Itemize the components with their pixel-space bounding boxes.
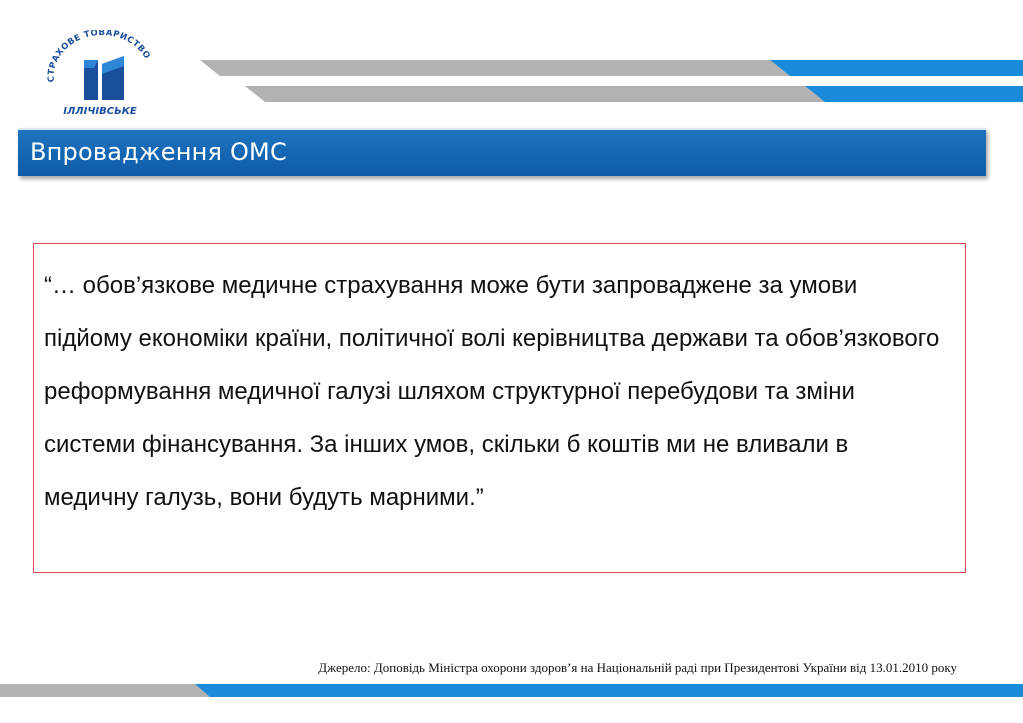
footer-gray-stripe [0,684,210,697]
blue-stripe-bottom [805,86,1023,102]
company-logo [40,30,160,122]
svg-text:СТРАХОВЕ ТОВАРИСТВО [47,30,152,82]
source-citation: Джерело: Доповідь Міністра охорони здоров’я на Національній раді при Президентові України від 13.01.2010 року [318,660,957,675]
gray-stripe-bottom [245,86,825,102]
page-title: Впровадження ОМС [30,138,287,166]
title-bar [18,128,986,176]
logo-emblem [84,56,124,100]
gray-stripe-top [200,60,790,76]
footer-blue-stripe [195,684,1023,697]
logo-name: ІЛЛІЧІВСЬКЕ [63,106,137,117]
quote-box [33,243,966,573]
logo-arc-text: СТРАХОВЕ ТОВАРИСТВО [46,30,152,83]
blue-stripe-top [770,60,1023,76]
quote-text: “… обов’язкове медичне страхування може бути запроваджене за умови підйому економіки країни, політичної волі керівництва держави та обов’язкового реформування медичної галузі шляхом структурної перебудови та зміни системи фінансування. За інших умов, скільки б коштів ми не вливали в медичну галузь, вони будуть марними.” [44,272,940,511]
footer-stripes [0,680,1023,723]
